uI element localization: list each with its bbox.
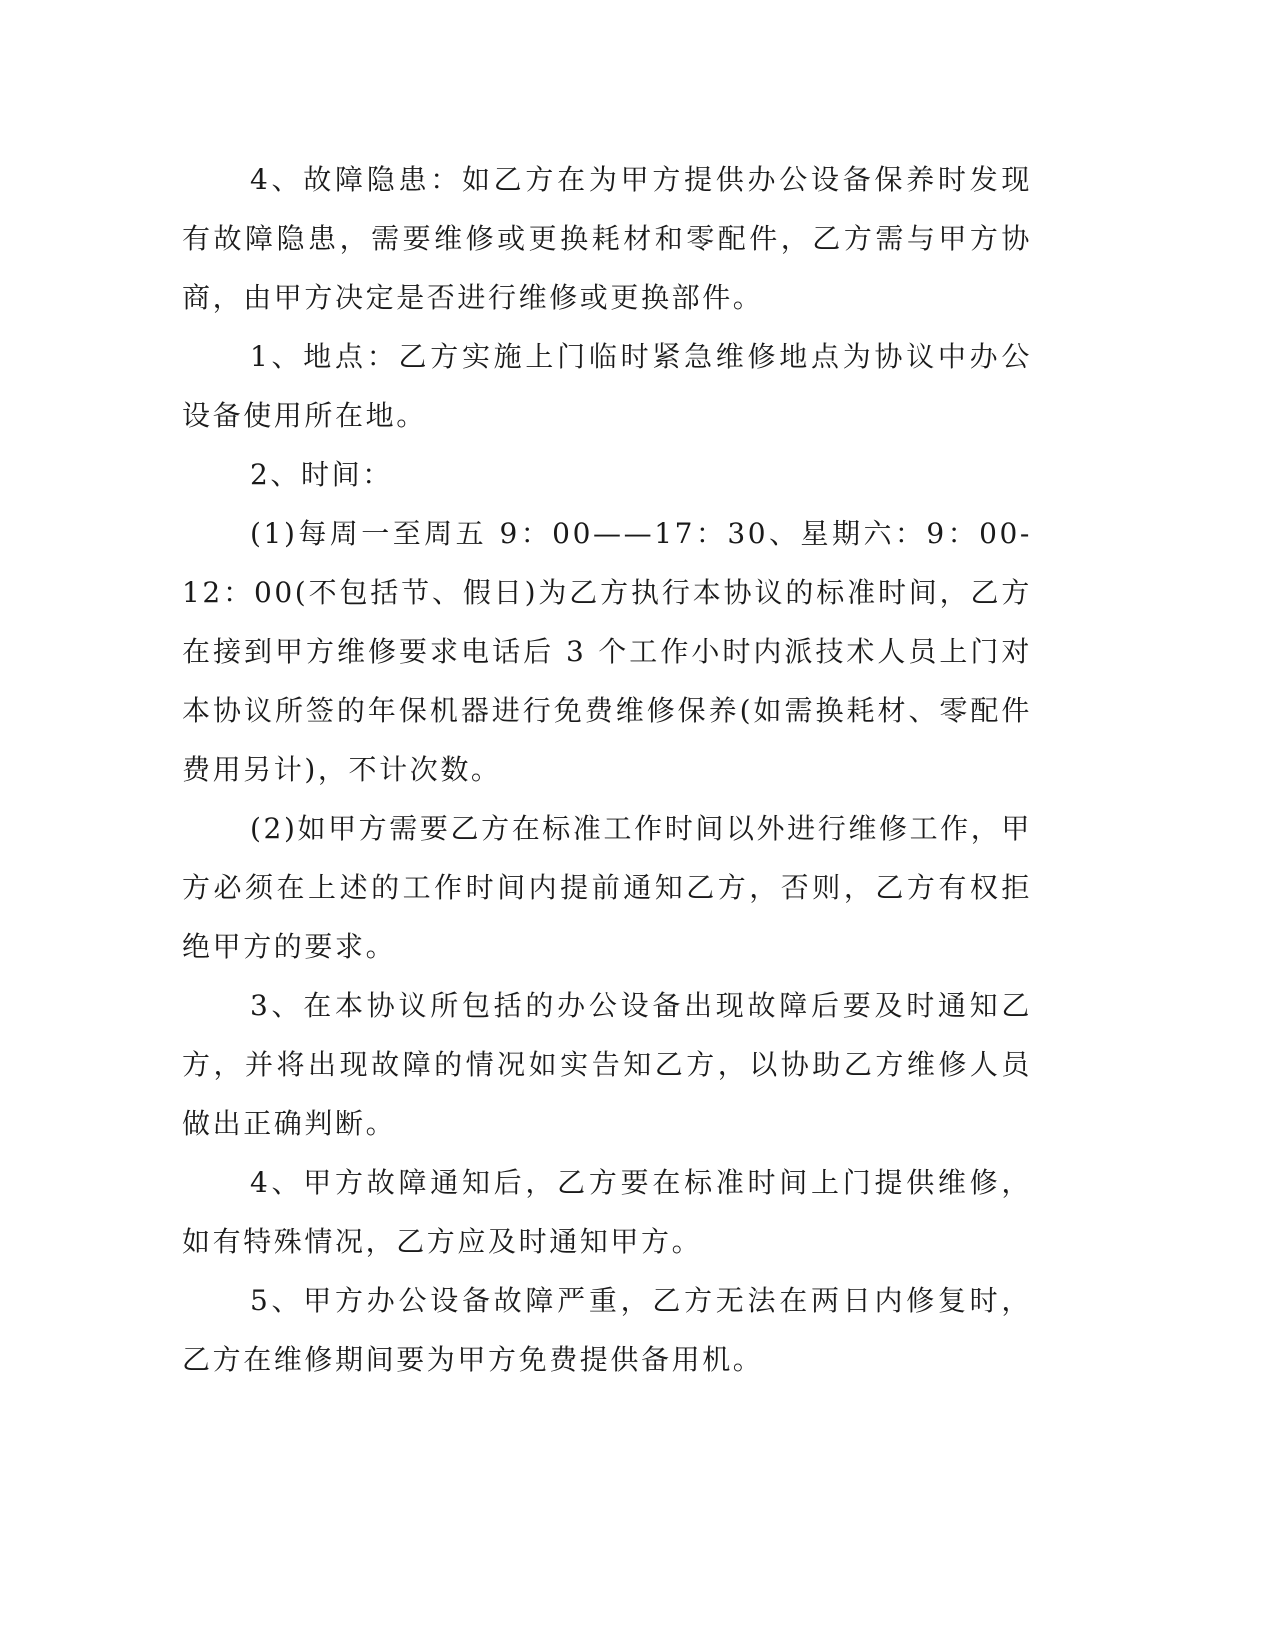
document-body <box>182 150 1032 1389</box>
paragraph-location: 1、地点：乙方实施上门临时紧急维修地点为协议中办公设备使用所在地。 <box>182 340 1032 432</box>
paragraph-standard-hours: (1)每周一至周五 9：00——17：30、星期六：9：00-12：00(不包括节、假日)为乙方执行本协议的标准时间，乙方在接到甲方维修要求电话后 3 个工作小时内派技术人员上门对本协议所签的年保机器进行免费维修保养(如需换耗材、零配件费用另计)，不计次数。 <box>182 517 1032 786</box>
paragraph-backup-machine: 5、甲方办公设备故障严重，乙方无法在两日内修复时，乙方在维修期间要为甲方免费提供备用机。 <box>182 1284 1032 1376</box>
paragraph-overtime: (2)如甲方需要乙方在标准工作时间以外进行维修工作，甲方必须在上述的工作时间内提前通知乙方，否则，乙方有权拒绝甲方的要求。 <box>182 812 1032 963</box>
paragraph-time-heading: 2、时间： <box>250 458 393 491</box>
paragraph-fault-hazard: 4、故障隐患：如乙方在为甲方提供办公设备保养时发现有故障隐患，需要维修或更换耗材和零配件，乙方需与甲方协商，由甲方决定是否进行维修或更换部件。 <box>182 163 1032 314</box>
paragraph-onsite-repair: 4、甲方故障通知后，乙方要在标准时间上门提供维修，如有特殊情况，乙方应及时通知甲方。 <box>182 1166 1032 1258</box>
paragraph-notify-fault: 3、在本协议所包括的办公设备出现故障后要及时通知乙方，并将出现故障的情况如实告知乙方，以协助乙方维修人员做出正确判断。 <box>182 989 1032 1140</box>
